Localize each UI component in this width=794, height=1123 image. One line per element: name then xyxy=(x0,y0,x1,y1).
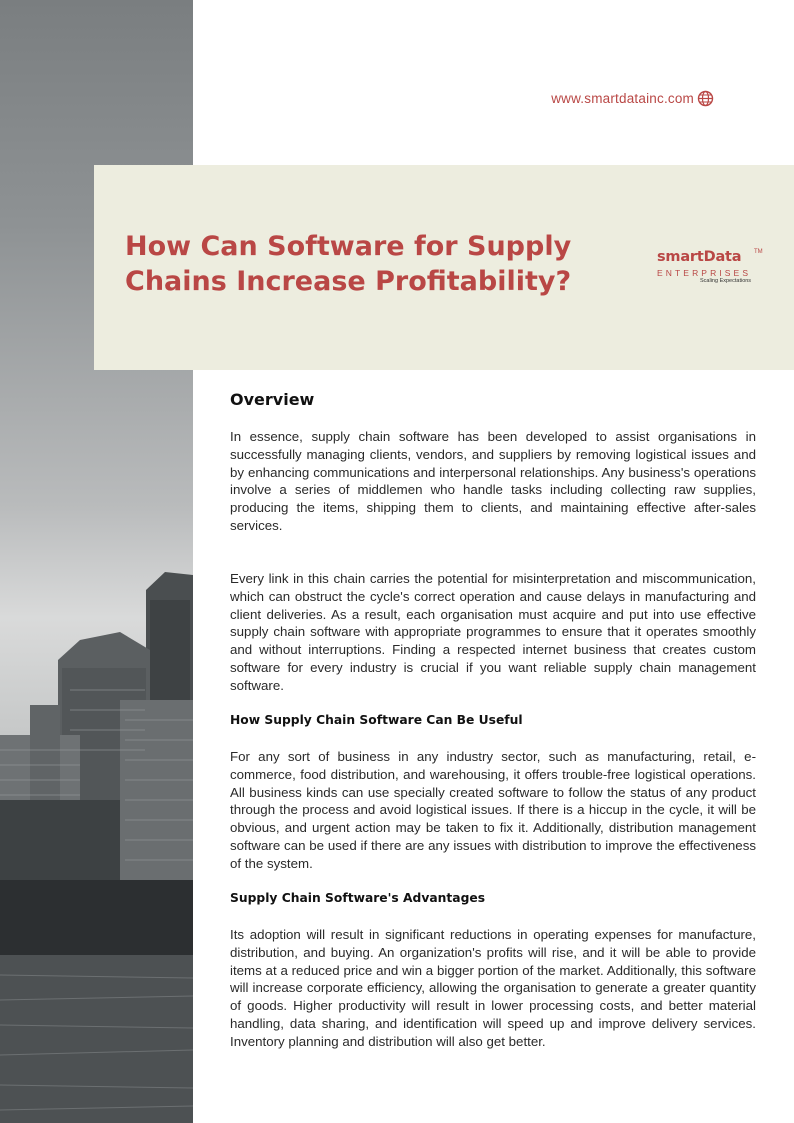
logo-trademark: TM xyxy=(754,249,763,255)
website-url-text[interactable]: www.smartdatainc.com xyxy=(551,91,694,106)
page-title: How Can Software for Supply Chains Increase Profitability? xyxy=(125,231,572,297)
logo-enterprises: ENTERPRISES xyxy=(657,268,752,278)
overview-paragraph-2: Every link in this chain carries the potential for misinterpretation and miscommunication, which can obstruct the cycle's correct operation and cause delays in manufacturing and client deliveries. As a result, each organisation must acquire and put into use effective supply chain software with appropriate programmes to ensure that it operates smoothly and without interruptions. Finding a respected internet business that creates custom software for every industry is crucial if you want reliable supply chain management software. xyxy=(230,571,756,693)
section-heading-advantages: Supply Chain Software's Advantages xyxy=(230,891,486,905)
overview-paragraph-1: In essence, supply chain software has been developed to assist organisations in successfully managing clients, vendors, and suppliers by removing logistical issues and by enhancing communications and interpersonal relationships. Any business's operations involve a series of middlemen who handle tasks including collecting raw supplies, producing the items, shipping them to clients, and maintaining effective after-sales services. xyxy=(230,429,756,533)
logo-wordmark: smartData xyxy=(657,249,742,265)
advantages-paragraph: Its adoption will result in significant reductions in operating expenses for manufacture, distribution, and buying. An organization's profits will rise, and it will be able to provide items at a reduced price and win a bigger portion of the market. Additionally, this software will increase corporate efficiency, allowing the organisation to generate a greater quantity of goods. Higher productivity will result in lower processing costs, and better material handling, data sharing, and identification will speed up and improve delivery services. Inventory planning and distribution will also get better. xyxy=(230,927,756,1049)
company-logo xyxy=(657,249,767,289)
overview-heading: Overview xyxy=(230,390,315,409)
useful-paragraph: For any sort of business in any industry sector, such as manufacturing, retail, e-commerce, food distribution, and warehousing, it offers trouble-free logistical operations. All business kinds can use specially created software to follow the status of any product through the process and avoid logistical issues. If there is a hiccup in the cycle, it will be obvious, and urgent action may be taken to fix it. Additionally, distribution management software can be used if there are any issues with distribution to improve the effectiveness of the system. xyxy=(230,749,756,871)
section-heading-useful: How Supply Chain Software Can Be Useful xyxy=(230,713,523,727)
website-url[interactable] xyxy=(551,91,694,106)
logo-tagline: Scaling Expectations xyxy=(700,278,752,284)
globe-icon xyxy=(697,90,714,107)
